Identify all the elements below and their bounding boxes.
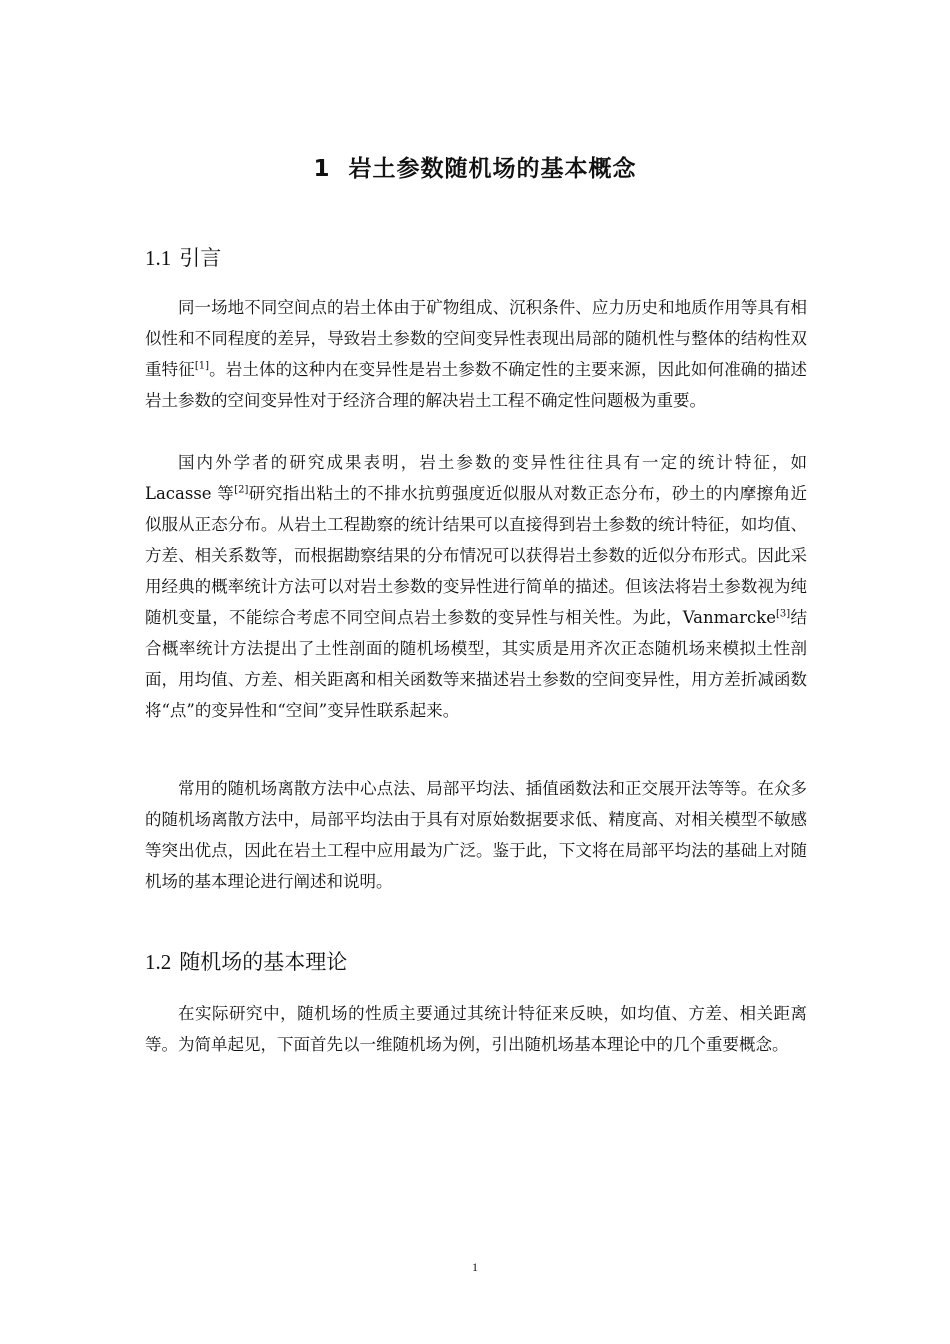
paragraph-text: 国内外学者的研究成果表明，岩土参数的变异性往往具有一定的统计特征，如 Lacasse 等 — [145, 453, 807, 503]
chapter-number: 1 — [313, 156, 331, 182]
chapter-title — [0, 150, 950, 183]
paragraph-intro-2 — [145, 447, 807, 726]
paragraph-text: 研究指出粘土的不排水抗剪强度近似服从对数正态分布，砂土的内摩擦角近似服从正态分布。从岩土工程勘察的统计结果可以直接得到岩土参数的统计特征，如均值、方差、相关系数等，而根据勘察结果的分布情况可以获得岩土参数的近似分布形式。因此采用经典的概率统计方法可以对岩土参数的变异性进行简单的描述。但该法将岩土参数视为纯随机变量，不能综合考虑不同空间点岩土参数的变异性与相关性。为此，Vanmarcke — [145, 484, 808, 627]
citation-ref: [1] — [194, 360, 210, 372]
paragraph-text: 在实际研究中，随机场的性质主要通过其统计特征来反映，如均值、方差、相关距离等。为简单起见，下面首先以一维随机场为例，引出随机场基本理论中的几个重要概念。 — [145, 1004, 807, 1054]
section-heading-1-1 — [145, 242, 221, 272]
paragraph-intro-3 — [145, 773, 807, 897]
paragraph-text: 常用的随机场离散方法中心点法、局部平均法、插值函数法和正交展开法等等。在众多的随机场离散方法中，局部平均法由于具有对原始数据要求低、精度高、对相关模型不敏感等突出优点，因此在岩土工程中应用最为广泛。鉴于此，下文将在局部平均法的基础上对随机场的基本理论进行阐述和说明。 — [145, 779, 807, 891]
section-number: 1.1 — [145, 246, 172, 270]
section-title: 引言 — [179, 246, 222, 270]
paragraph-text: 结合概率统计方法提出了土性剖面的随机场模型，其实质是用齐次正态随机场来模拟土性剖面，用均值、方差、相关距离和相关函数等来描述岩土参数的空间变异性，用方差折减函数将“点”的变异性和“空间”变异性联系起来。 — [145, 608, 807, 720]
section-number: 1.2 — [145, 950, 172, 974]
section-heading-1-2 — [145, 946, 347, 976]
chapter-title-text: 岩土参数随机场的基本概念 — [348, 156, 637, 182]
section-title: 随机场的基本理论 — [179, 950, 348, 974]
page-number: 1 — [472, 1260, 478, 1274]
citation-ref: [2] — [234, 484, 249, 496]
paragraph-theory-1 — [145, 998, 807, 1060]
paragraph-text: 。岩土体的这种内在变异性是岩土参数不确定性的主要来源，因此如何准确的描述岩土参数的空间变异性对于经济合理的解决岩土工程不确定性问题极为重要。 — [145, 360, 808, 410]
citation-ref: [3] — [776, 608, 791, 620]
paragraph-intro-1 — [145, 292, 807, 416]
paragraph-text: 同一场地不同空间点的岩土体由于矿物组成、沉积条件、应力历史和地质作用等具有相似性和不同程度的差异，导致岩土参数的空间变异性表现出局部的随机性与整体的结构性双重特征 — [145, 298, 807, 379]
